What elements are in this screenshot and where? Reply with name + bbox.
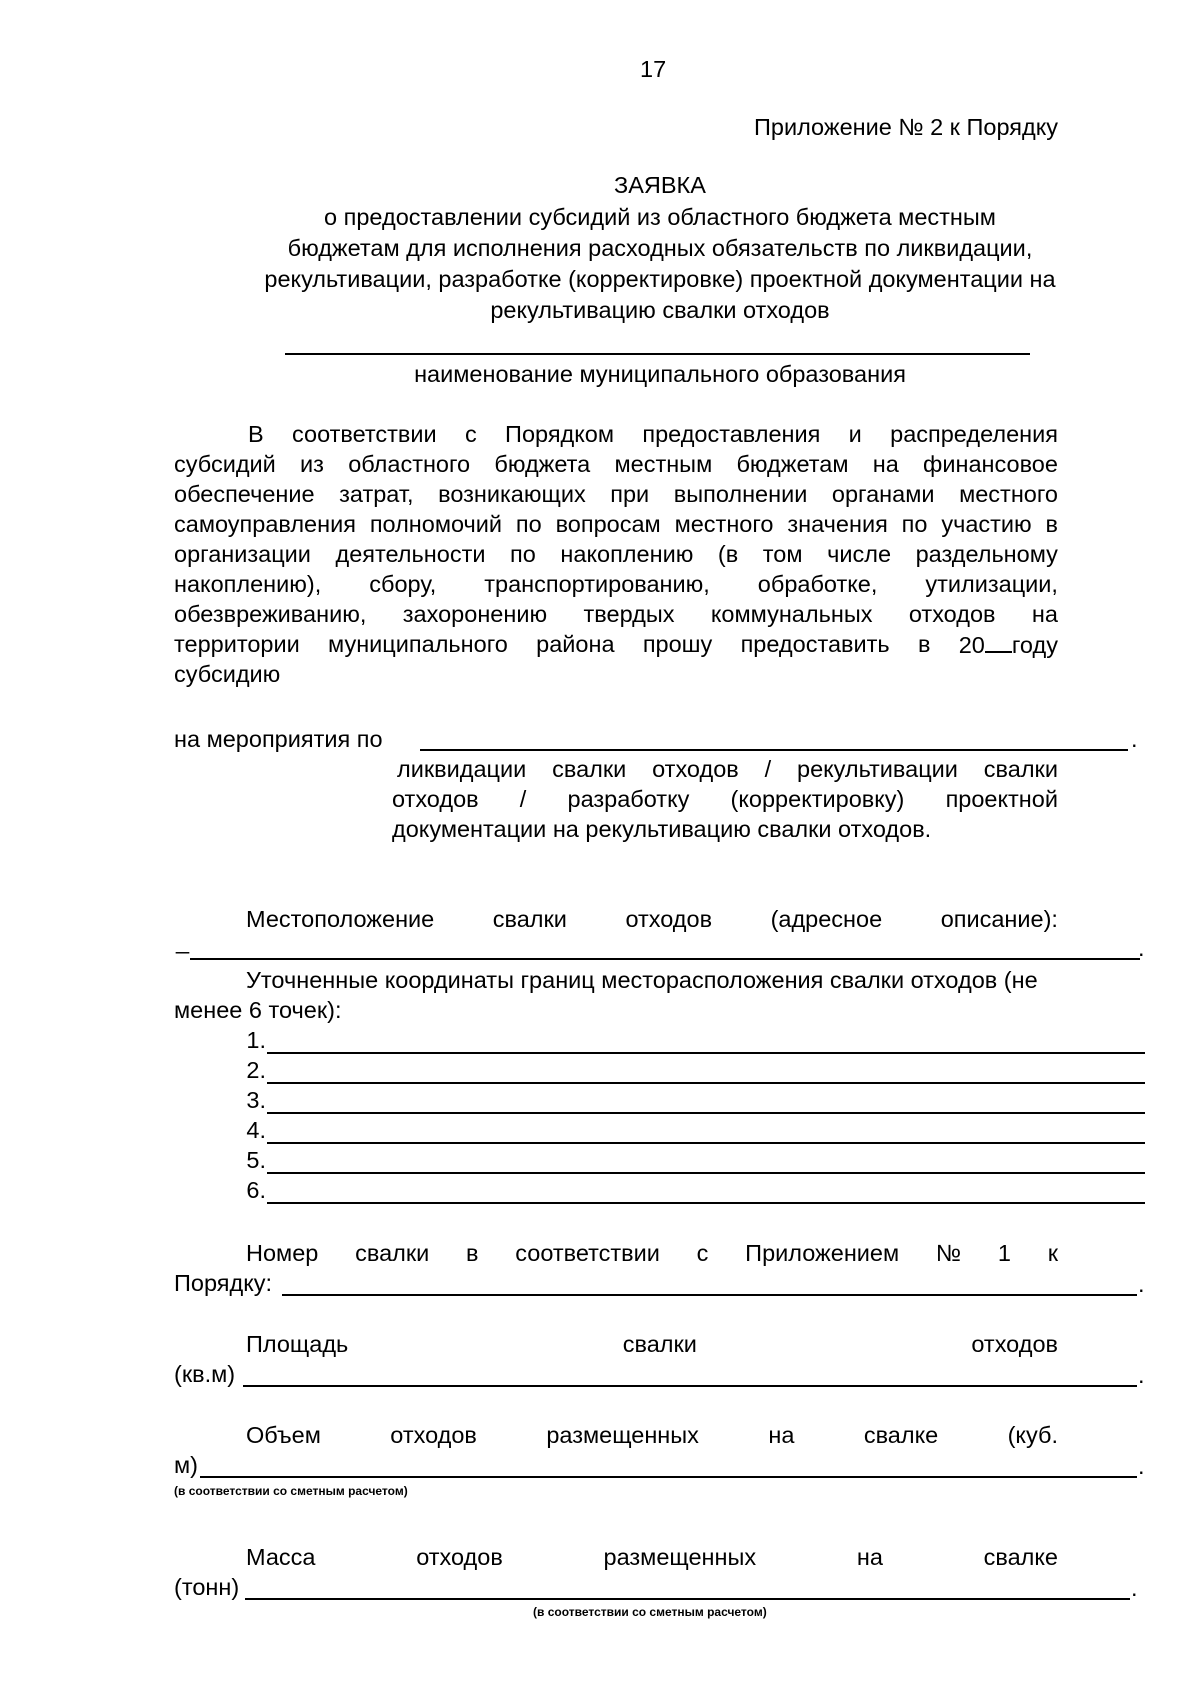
municipality-name-line[interactable] <box>285 353 1030 355</box>
measures-hint-line: отходов / разработку (корректировку) проектной <box>392 786 1058 812</box>
coord-point-line[interactable] <box>267 1052 1145 1054</box>
coord-point-line[interactable] <box>267 1082 1145 1084</box>
coord-point-number: 3. <box>246 1087 266 1113</box>
volume-label: Объем отходов размещенных на свалке (куб. <box>246 1422 1058 1448</box>
mass-end: . <box>1131 1575 1138 1601</box>
dump-number-end: . <box>1138 1271 1145 1297</box>
area-end: . <box>1138 1362 1145 1388</box>
paragraph-line: обезвреживанию, захоронению твердых коммунальных отходов на <box>174 601 1058 627</box>
volume-end: . <box>1138 1453 1145 1479</box>
coord-point-number: 5. <box>246 1147 266 1173</box>
volume-input-line[interactable] <box>200 1476 1137 1478</box>
paragraph-line: накоплению), сбору, транспортированию, обработке, утилизации, <box>174 571 1058 597</box>
subtitle-line: бюджетам для исполнения расходных обязательств по ликвидации, <box>287 235 1033 261</box>
coord-point-number: 1. <box>246 1027 266 1053</box>
coord-point-number: 4. <box>246 1117 266 1143</box>
mass-input-line[interactable] <box>245 1598 1130 1600</box>
mass-label: Масса отходов размещенных на свалке <box>246 1544 1058 1570</box>
coord-point-line[interactable] <box>267 1202 1145 1204</box>
area-input-line[interactable] <box>243 1385 1137 1387</box>
document-title: ЗАЯВКА <box>614 172 706 198</box>
coord-point-line[interactable] <box>267 1112 1145 1114</box>
dump-number-label: Номер свалки в соответствии с Приложением № 1 к <box>246 1240 1058 1266</box>
coord-point-line[interactable] <box>267 1142 1145 1144</box>
municipality-caption: наименование муниципального образования <box>414 361 906 387</box>
measures-input-line[interactable] <box>420 749 1128 751</box>
paragraph-line: самоуправления полномочий по вопросам местного значения по участию в <box>174 511 1058 537</box>
location-end: . <box>1138 935 1145 961</box>
measures-end: . <box>1131 726 1138 752</box>
measures-label: на мероприятия по <box>174 726 383 752</box>
mass-note: (в соответствии со сметным расчетом) <box>533 1605 767 1619</box>
subtitle-line: рекультивацию свалки отходов <box>490 297 830 323</box>
measures-hint-line: ликвидации свалки отходов / рекультивации свалки <box>397 756 1058 782</box>
paragraph-line: территории муниципального района прошу предоставить в 20 году <box>174 631 1058 658</box>
coords-label: Уточненные координаты границ месторасположения свалки отходов (не <box>246 967 1038 993</box>
paragraph-line: субсидию <box>174 661 281 687</box>
location-input-line[interactable] <box>190 958 1140 960</box>
paragraph-line: В соответствии с Порядком предоставления и распределения <box>248 421 1058 447</box>
subtitle-line: о предоставлении субсидий из областного бюджета местным <box>324 204 996 230</box>
coord-point-number: 2. <box>246 1057 266 1083</box>
measures-hint-line: документации на рекультивацию свалки отходов. <box>392 816 932 842</box>
year-blank[interactable] <box>985 631 1012 653</box>
coord-point-number: 6. <box>246 1177 266 1203</box>
location-dash: _ <box>176 928 190 954</box>
coords-label: менее 6 точек): <box>174 997 342 1023</box>
area-label: (кв.м) <box>174 1361 236 1387</box>
paragraph-line: организации деятельности по накоплению (в том числе раздельному <box>174 541 1058 567</box>
paragraph-line: субсидий из областного бюджета местным бюджетам на финансовое <box>174 451 1058 477</box>
subtitle-line: рекультивации, разработке (корректировке) проектной документации на <box>264 266 1056 292</box>
year-field: 20 году <box>958 632 1058 658</box>
appendix-reference: Приложение № 2 к Порядку <box>753 114 1058 140</box>
page-number: 17 <box>640 56 667 82</box>
dump-number-label: Порядку: <box>174 1270 273 1296</box>
dump-number-input-line[interactable] <box>282 1294 1137 1296</box>
volume-note: (в соответствии со сметным расчетом) <box>174 1484 408 1498</box>
area-label: Площадь свалки отходов <box>246 1331 1058 1357</box>
coord-point-line[interactable] <box>267 1172 1145 1174</box>
volume-label: м) <box>174 1452 198 1478</box>
location-label: Местоположение свалки отходов (адресное описание): <box>246 906 1058 932</box>
mass-label: (тонн) <box>174 1574 240 1600</box>
paragraph-line: обеспечение затрат, возникающих при выполнении органами местного <box>174 481 1058 507</box>
